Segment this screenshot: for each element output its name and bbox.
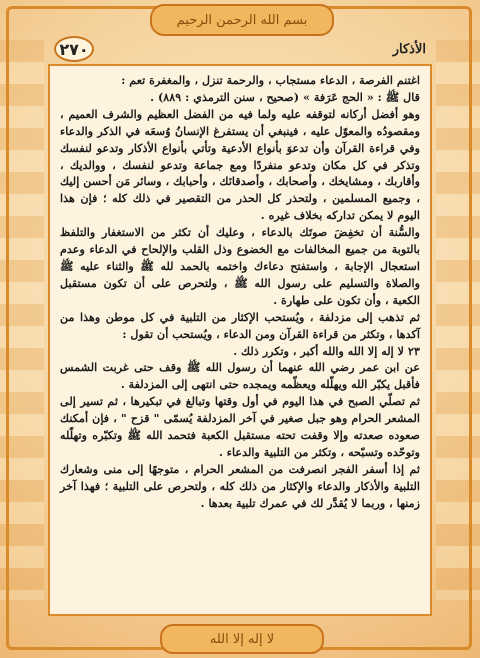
paragraph-6: ٢٣ لا إله إلا الله والله أكبر ، وتكرر ذلك . — [233, 343, 420, 358]
paragraph-2: قال ﷺ : « الحج عَرَفة » (صحيح ، سنن الترمذي : ٨٨٩) . — [150, 89, 420, 104]
content-box — [48, 64, 432, 616]
paragraph-7: عن ابن عمر رضي الله عنهما أن رسول الله ﷺ وقف حتى غربت الشمس فأقبل يكبّر الله ويهلّله ويعظّمه ويمجده حتى انتهى إلى المزدلفة . — [60, 360, 420, 392]
bottom-banner-text: لا إله إلا الله — [209, 631, 275, 647]
paragraph-5: ثم تذهب إلى مزدلفة ، ويُستحب الإكثار من التلبية في كل موطن وهذا من آكدها ، وتكثر من قراءة القرآن ومن الدعاء ، ويُستحب أن تقول : — [60, 309, 420, 341]
paragraph-1: اغتنم الفرصة ، الدعاء مستجاب ، والرحمة تنزل ، والمغفرة تعم : — [121, 73, 420, 87]
page-header — [54, 38, 426, 60]
page-number: ٢٧٠ — [54, 36, 94, 62]
section-title: الأذكار — [392, 41, 426, 57]
top-banner-text: بسم الله الرحمن الرحيم — [176, 12, 308, 28]
top-banner — [150, 4, 334, 36]
paragraph-3: وهو أفضل أركانه لتوقفه عليه ولما فيه من الفضل العظيم والشرف العميم ، ومقصودُه والمعوّل عليه ، فينبغي أن يستفرغ الإنسانُ وُسعَه في الذكر والدعاء وفي قراءة القرآن وأن تدعوَ بأنواع الأدعية وتأتي بأنواع الأذكار وتدعو لنفسك وتذكر في كل مكان وتدعو منفردًا ومع جماعة وتدعو لنفسك ، ووالديك ، وأقاربك ، ومشايخك ، وأصحابك ، وأصدقائك ، وأحبابك ، وسائر مَن أحسن إليك ، وجميع المسلمين ، ولتحذر كل الحذر من التقصير في ذلك كله ؛ فإن هذا اليوم لا يمكن تداركه بخلاف غيره . — [60, 106, 420, 223]
bottom-banner — [160, 624, 324, 654]
paragraph-4: والسُّنة أن تخفِضَ صوتَك بالدعاء ، وعليك أن تكثر من الاستغفار والتلفظ بالتوبة من جميع المخالفات مع الخضوع وذل القلب والإلحاح في الدعاء وعدم استعجال الإجابة ، واستفتح دعاءك واختمه بالحمد لله ﷺ والثناء عليه ﷺ والصلاة والتسليم على رسول الله ﷺ ، ولتحرص على أن تكون مستقبل الكعبة ، وأن تكون على طهارة . — [60, 225, 420, 307]
paragraph-8: ثم تصلّي الصبح في هذا اليوم في أول وقتها وتبالغ في تبكيرها ، ثم تسير إلى المشعر الحرام وهو جبل صغير في آخر المزدلفة يُسمّى " قزح " ، فإن أمكنك صعوده صعدته وإلا وقفت تحته مستقبل الكعبة فتحمد الله ﷺ وتكبّره وتهلّله وتوحّده وتسبّحه ، وتكثر من التلبية والدعاء . — [60, 394, 420, 459]
paragraph-9: ثم إذا أسفر الفجر انصرفت من المشعر الحرام ، متوجهًا إلى منى وشعارك التلبية والأذكار والدعاء والإكثار من ذلك كله ، ولتحرص على التلبية ؛ فهذا آخر زمنها ، وربما لا يُقدَّر لك في عمرك تلبية بعدها . — [60, 461, 420, 510]
